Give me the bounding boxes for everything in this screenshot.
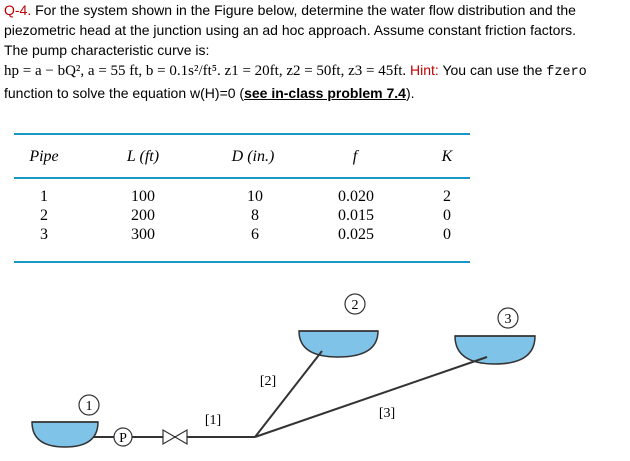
- pipe-1-label: [1]: [204, 413, 222, 428]
- table-cell: 8: [251, 207, 259, 224]
- table-cell: 3: [40, 226, 48, 243]
- table-cell: 1: [40, 188, 48, 205]
- pipe-2-label: [2]: [259, 374, 277, 389]
- question-number: Q-4.: [4, 2, 32, 18]
- header-friction: f: [352, 148, 358, 165]
- hint-code: fzero: [546, 65, 587, 80]
- problem-reference-link[interactable]: see in-class problem 7.4: [244, 85, 406, 101]
- table-cell: 200: [131, 207, 155, 224]
- question-line-3: The pump characteristic curve is:: [4, 42, 210, 58]
- pump-formula: hp = a − bQ², a = 55 ft, b = 0.1s²/ft⁵. z1 = 20ft, z2 = 50ft, z3 = 45ft.: [4, 63, 407, 79]
- header-k: K: [441, 148, 453, 165]
- table-cell: 0.015: [338, 207, 374, 224]
- question-line-2: piezometric head at the junction using an ad hoc approach. Assume constant friction factors.: [4, 22, 576, 38]
- table-cell: 0: [443, 207, 451, 224]
- reservoir-1-label: 1: [85, 399, 93, 414]
- pump-formula-line: hp = a − bQ², a = 55 ft, b = 0.1s²/ft⁵. z1 = 20ft, z2 = 50ft, z3 = 45ft. Hint: You can use the fzero: [4, 62, 587, 80]
- table-cell: 6: [251, 226, 259, 243]
- pipe-2: [255, 351, 322, 437]
- reservoir-3-label: 3: [504, 312, 512, 327]
- pipe-3: [255, 357, 487, 437]
- table-cell: 2: [443, 188, 451, 205]
- reservoir-2: [299, 331, 378, 357]
- reservoir-2-label: 2: [351, 298, 359, 313]
- header-pipe: Pipe: [29, 148, 59, 165]
- valve-icon: [163, 430, 187, 444]
- pipe-3-label: [3]: [378, 406, 396, 421]
- table-cell: 2: [40, 207, 48, 224]
- table-cell: 0: [443, 226, 451, 243]
- reservoir-1: [32, 422, 98, 447]
- reservoir-3: [455, 336, 535, 364]
- header-length: L (ft): [126, 148, 160, 165]
- pump-label: P: [119, 431, 127, 446]
- question-line-5: function to solve the equation w(H)=0 (see in-class problem 7.4).: [4, 85, 415, 101]
- hint-label: Hint:: [410, 62, 439, 78]
- table-cell: 10: [247, 188, 263, 205]
- table-cell: 100: [131, 188, 155, 205]
- question-line-1: Q-4. For the system shown in the Figure below, determine the water flow distribution and the: [4, 2, 576, 18]
- header-diameter: D (in.): [231, 148, 275, 165]
- table-cell: 0.020: [338, 188, 374, 205]
- table-cell: 0.025: [338, 226, 374, 243]
- table-cell: 300: [131, 226, 155, 243]
